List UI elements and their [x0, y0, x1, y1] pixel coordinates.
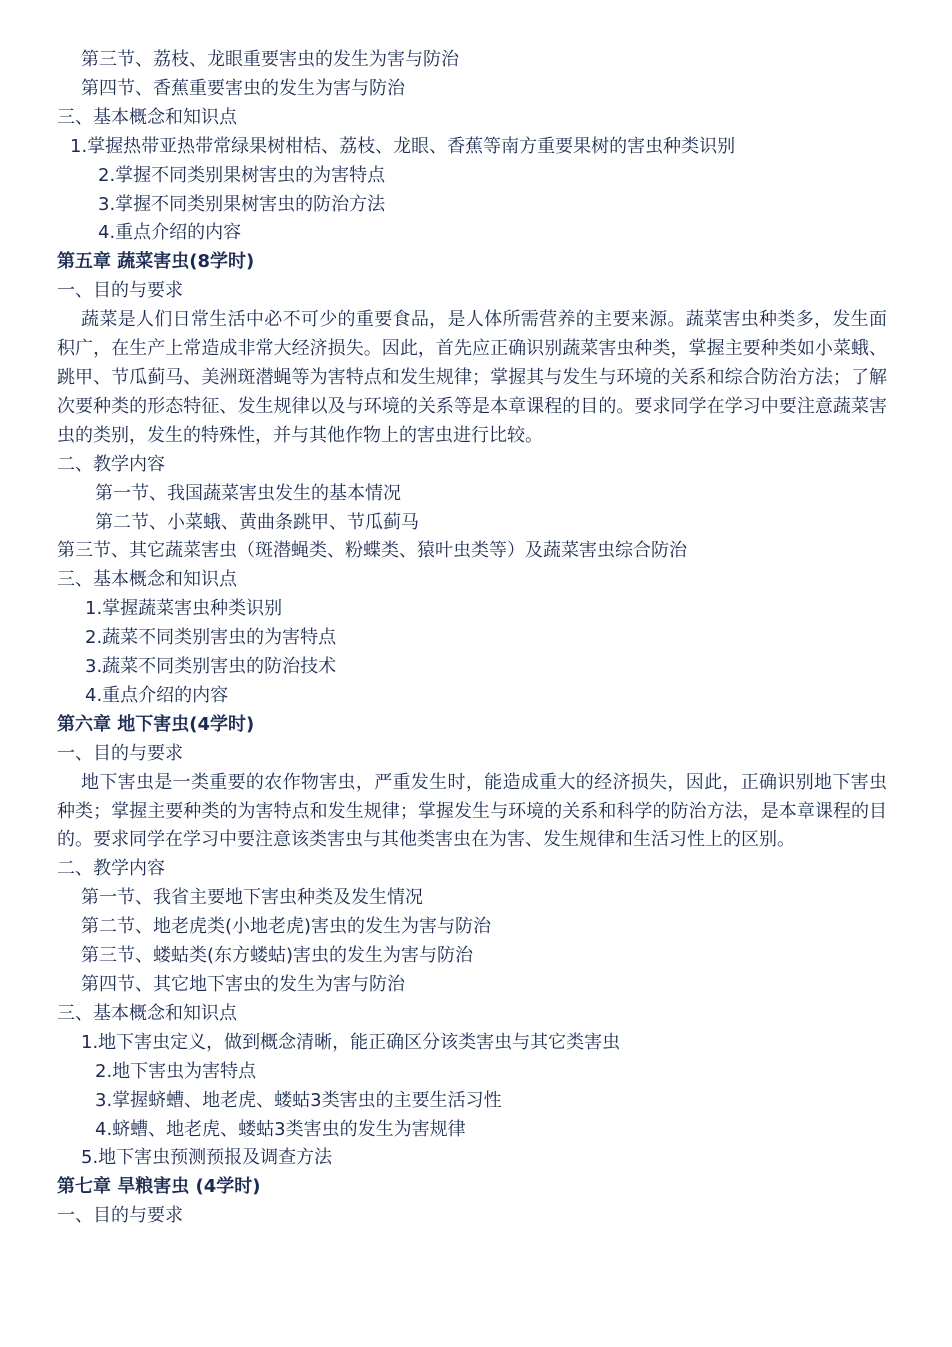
text-line: 第一节、我国蔬菜害虫发生的基本情况 [95, 482, 401, 504]
paragraph: 蔬菜是人们日常生活中必不可少的重要食品，是人体所需营养的主要来源。蔬菜害虫种类多，发生面积广，在生产上常造成非常大经济损失。因此，首先应正确识别蔬菜害虫种类，掌握主要种类如小菜蛾、跳甲、节瓜蓟马、美洲斑潜蝇等为害特点和发生规律；掌握其与发生与环境的关系和综合防治方法；了解次要种类的形态特征、发生规律以及与环境的关系等是本章课程的目的。要求同学在学习中要注意蔬菜害虫的类别，发生的特殊性，并与其他作物上的害虫进行比较。 [57, 309, 887, 446]
text-line: 第二节、地老虎类(小地老虎)害虫的发生为害与防治 [81, 916, 492, 938]
chapter-heading: 第五章 蔬菜害虫(8学时) [57, 251, 255, 273]
text-line: 三、基本概念和知识点 [57, 569, 237, 591]
chapter-heading: 第六章 地下害虫(4学时) [57, 713, 255, 735]
chapter-heading: 第七章 旱粮害虫 (4学时) [57, 1176, 261, 1198]
text-line: 三、基本概念和知识点 [57, 106, 237, 128]
text-line: 1.掌握蔬菜害虫种类识别 [85, 598, 283, 620]
text-line: 第三节、荔枝、龙眼重要害虫的发生为害与防治 [81, 49, 459, 70]
text-line: 3.掌握不同类别果树害虫的防治方法 [98, 193, 386, 215]
paragraph: 地下害虫是一类重要的农作物害虫，严重发生时，能造成重大的经济损失，因此，正确识别地下害虫种类；掌握主要种类的为害特点和发生规律；掌握发生与环境的关系和科学的防治方法，是本章课程的目的。要求同学在学习中要注意该类害虫与其他类害虫在为害、发生规律和生活习性上的区别。 [57, 771, 887, 851]
text-line: 4.重点介绍的内容 [98, 222, 242, 244]
text-line: 三、基本概念和知识点 [57, 1002, 237, 1024]
text-line: 一、目的与要求 [57, 1205, 183, 1227]
text-line: 4.蛴螬、地老虎、蝼蛄3类害虫的发生为害规律 [95, 1118, 466, 1140]
text-line: 2.掌握不同类别果树害虫的为害特点 [98, 164, 386, 186]
text-line: 3.蔬菜不同类别害虫的防治技术 [85, 656, 337, 678]
text-line: 二、教学内容 [57, 453, 165, 475]
text-line: 1.掌握热带亚热带常绿果树柑桔、荔枝、龙眼、香蕉等南方重要果树的害虫种类识别 [70, 135, 736, 157]
text-line: 2.地下害虫为害特点 [95, 1060, 257, 1082]
text-line: 一、目的与要求 [57, 280, 183, 302]
text-line: 3.掌握蛴螬、地老虎、蝼蛄3类害虫的主要生活习性 [95, 1089, 502, 1111]
text-line: 第三节、蝼蛄类(东方蝼蛄)害虫的发生为害与防治 [81, 945, 474, 967]
text-line: 第一节、我省主要地下害虫种类及发生情况 [81, 887, 423, 909]
text-line: 第三节、其它蔬菜害虫（斑潜蝇类、粉蝶类、猿叶虫类等）及蔬菜害虫综合防治 [57, 540, 687, 562]
text-line: 4.重点介绍的内容 [85, 684, 229, 706]
text-line: 二、教学内容 [57, 858, 165, 880]
text-line: 第四节、香蕉重要害虫的发生为害与防治 [81, 77, 405, 99]
text-line: 一、目的与要求 [57, 742, 183, 764]
text-line: 第二节、小菜蛾、黄曲条跳甲、节瓜蓟马 [95, 511, 419, 533]
text-line: 第四节、其它地下害虫的发生为害与防治 [81, 974, 405, 995]
text-line: 5.地下害虫预测预报及调查方法 [81, 1147, 333, 1169]
text-line: 2.蔬菜不同类别害虫的为害特点 [85, 627, 337, 649]
text-line: 1.地下害虫定义，做到概念清晰，能正确区分该类害虫与其它类害虫 [81, 1031, 621, 1053]
